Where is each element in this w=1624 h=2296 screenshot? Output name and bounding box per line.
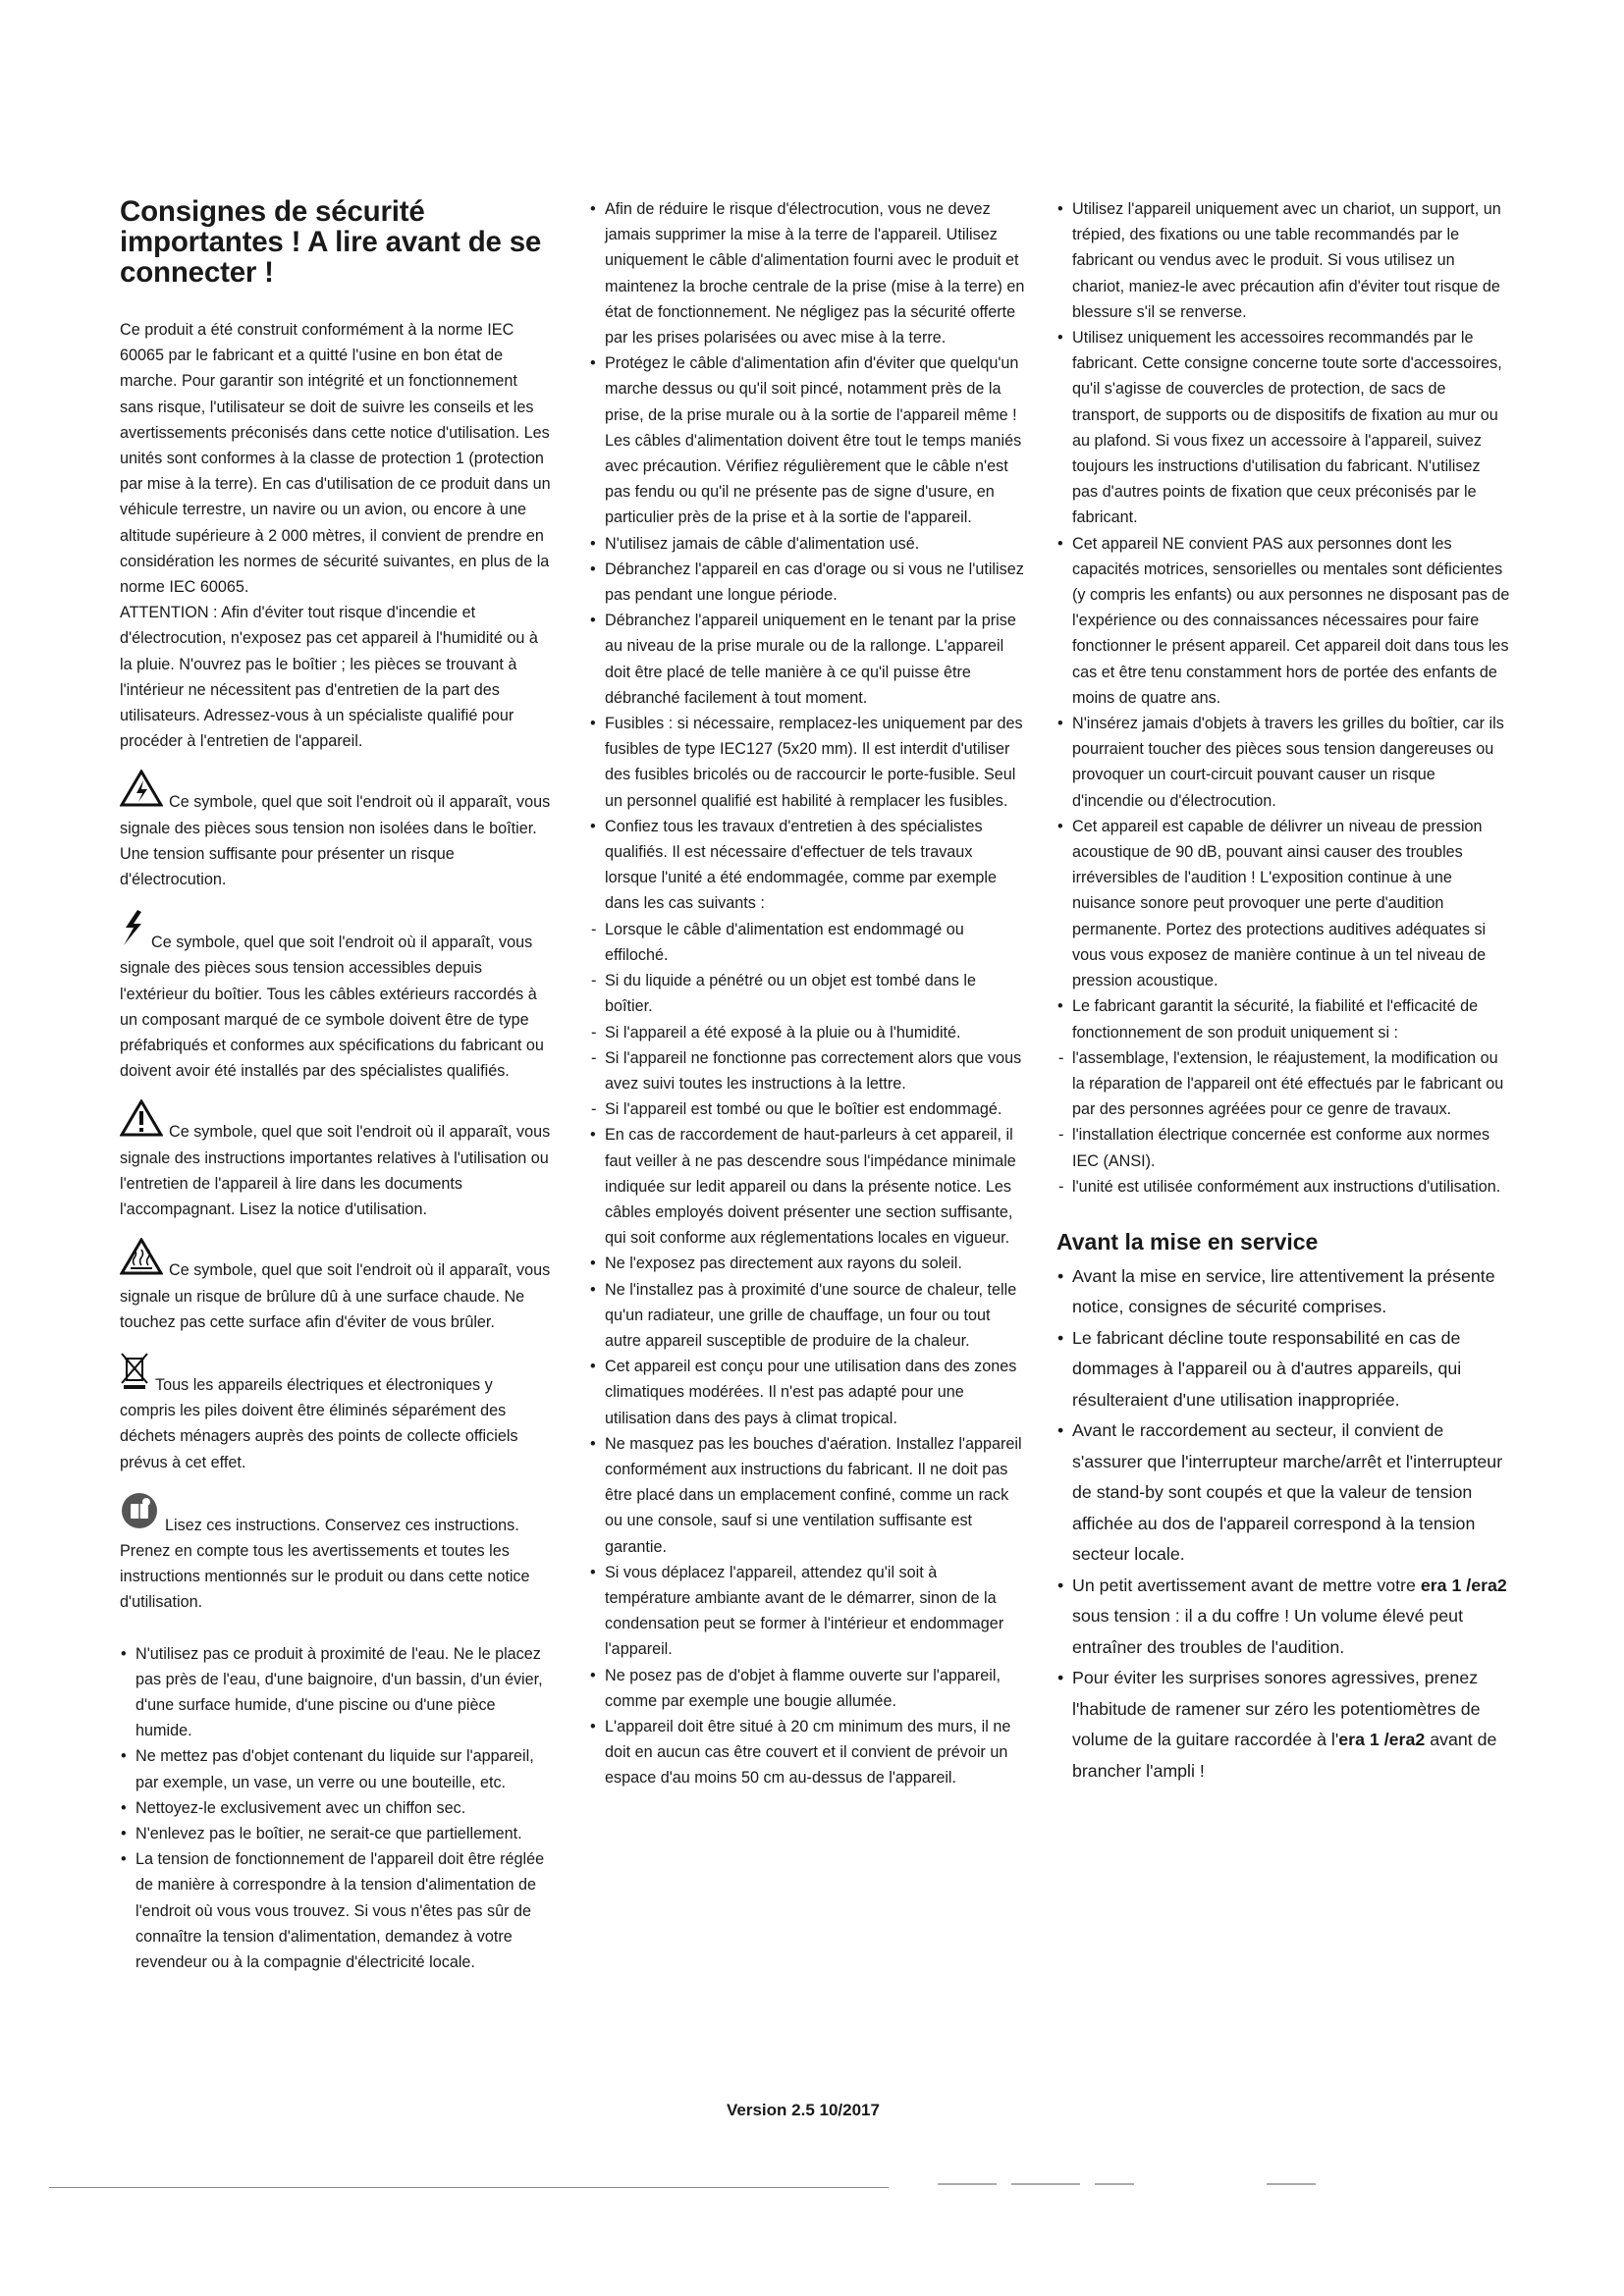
warn-text-pre: Un petit avertissement avant de mettre votre	[1072, 1575, 1416, 1595]
symbol-text: Ce symbole, quel que soit l'endroit où il apparaît, vous signale des instructions importantes relatives à l'utilisation ou l'entretien de l'appareil à lire dans les documents l'accompagnant. Lisez la notice d'utilisation.	[120, 1123, 551, 1219]
list-item: • Débranchez l'appareil uniquement en le tenant par la prise au niveau de la prise murale ou de la rallonge. L'appareil doit être placé de telle manière à ce qu'il puisse être débranché facilement à tout moment.	[589, 608, 1025, 711]
list-subitem: - l'assemblage, l'extension, le réajustement, la modification ou la réparation de l'appareil ont été effectués par le fabricant ou par des personnes agréées pour ce genre de travaux.	[1056, 1045, 1510, 1123]
warn-text-post: sous tension : il a du coffre ! Un volume élevé peut entraîner des troubles de l'audition.	[1072, 1606, 1464, 1657]
symbol-exclamation-block	[120, 1099, 552, 1222]
symbol-manual-block	[120, 1491, 552, 1616]
list-item: • Ne mettez pas d'objet contenant du liquide sur l'appareil, par exemple, un vase, un verre ou une bouteille, etc.	[120, 1743, 552, 1794]
version-label: Version 2.5 10/2017	[727, 2101, 880, 2119]
list-item: • N'insérez jamais d'objets à travers les grilles du boîtier, car ils pourraient toucher des pièces sous tension dangereuses ou provoquer un court-circuit pouvant causer un risque d'incendie ou d'électrocution.	[1056, 711, 1510, 814]
exclamation-warning-icon	[120, 1099, 163, 1145]
list-item: • N'utilisez pas ce produit à proximité de l'eau. Ne le placez pas près de l'eau, d'une baignoire, d'un bassin, d'un évier, d'une surface humide, d'une piscine ou d'une pièce humide.	[120, 1641, 552, 1744]
list-subitem: - Si l'appareil est tombé ou que le boîtier est endommagé.	[589, 1096, 1025, 1122]
footer-divider	[49, 2187, 889, 2188]
shock-warning-icon	[120, 770, 163, 815]
section-heading: Avant la mise en service	[1056, 1228, 1319, 1255]
list-item: • Utilisez uniquement les accessoires recommandés par le fabricant. Cette consigne concerne toute sorte d'accessoires, qu'il s'agisse de couvercles de protection, de sacs de transport, de supports ou de dispositifs de fixation au mur ou au plafond. Si vous fixez un accessoire à l'appareil, suivez toujours les instructions d'utilisation du fabricant. N'utilisez pas d'autres points de fixation que ceux préconisés par le fabricant.	[1056, 325, 1510, 531]
symbol-shock-block	[120, 770, 552, 892]
list-item: • N'enlevez pas le boîtier, ne serait-ce que partiellement.	[120, 1821, 552, 1846]
symbol-lightning-block	[120, 908, 552, 1084]
list-item: • Ne l'exposez pas directement aux rayons du soleil.	[589, 1251, 1025, 1276]
hot-surface-icon	[120, 1238, 163, 1283]
col1-bullet-list	[120, 1641, 552, 1976]
list-item: • Débranchez l'appareil en cas d'orage ou si vous ne l'utilisez pas pendant une longue période.	[589, 557, 1025, 608]
brand-name: era 1 /era2	[1420, 1575, 1507, 1595]
list-item: • Avant la mise en service, lire attentivement la présente notice, consignes de sécurité comprises.	[1056, 1261, 1510, 1323]
list-subitem: - Si l'appareil ne fonctionne pas correctement alors que vous avez suivi toutes les instructions à la lettre.	[589, 1045, 1025, 1096]
column-middle	[589, 196, 1025, 1791]
col2-bullet-list	[589, 196, 1025, 1791]
list-subitem: - l'installation électrique concernée est conforme aux normes IEC (ANSI).	[1056, 1122, 1510, 1173]
list-item: • Ne l'installez pas à proximité d'une source de chaleur, telle qu'un radiateur, une grille de chauffage, un four ou tout autre appareil susceptible de produire de la chaleur.	[589, 1277, 1025, 1355]
footer-dash-mark	[1267, 2183, 1316, 2185]
brand-name: era 1 /era2	[1338, 1730, 1426, 1750]
symbol-text: Tous les appareils électriques et électroniques y compris les piles doivent être éliminés séparément des déchets ménagers auprès des points de collecte officiels prévus à cet effet.	[120, 1375, 518, 1471]
symbol-weee-block	[120, 1351, 552, 1475]
lightning-icon	[120, 908, 145, 955]
section-bullet-list	[1056, 1261, 1510, 1788]
symbol-text: Ce symbole, quel que soit l'endroit où il apparaît, vous signale des pièces sous tension accessibles depuis l'extérieur du boîtier. Tous les câbles extérieurs raccordés à un composant marqué de ce symbole doivent être de type préfabriqués et conformes aux spécifications du fabricant ou doivent avoir été installés par des spécialistes qualifiés.	[120, 934, 544, 1081]
intro-paragraph: Ce produit a été construit conformément à la norme IEC 60065 par le fabricant et a quitté l'usine en bon état de marche. Pour garantir son intégrité et un fonctionnement sans risque, l'utilisateur se doit de suivre les conseils et les avertissements préconisés dans cette notice d'utilisation. Les unités sont conformes à la classe de protection 1 (protection par mise à la terre). En cas d'utilisation de ce produit dans un véhicule terrestre, un navire ou un avion, ou encore à une altitude supérieure à 2 000 mètres, il convient de prendre en considération les normes de sécurité suivantes, en plus de la norme IEC 60065.	[120, 321, 551, 597]
list-item: • Nettoyez-le exclusivement avec un chiffon sec.	[120, 1795, 552, 1821]
tip-text-post: avant de brancher l'ampli !	[1072, 1730, 1497, 1781]
list-subitem: - Si du liquide a pénétré ou un objet est tombé dans le boîtier.	[589, 968, 1025, 1019]
column-left	[120, 196, 552, 1975]
list-subitem: - Lorsque le câble d'alimentation est endommagé ou effiloché.	[589, 917, 1025, 968]
list-item: • Le fabricant garantit la sécurité, la fiabilité et l'efficacité de fonctionnement de son produit uniquement si :	[1056, 993, 1510, 1044]
attention-paragraph: ATTENTION : Afin d'éviter tout risque d'incendie et d'électrocution, n'exposez pas cet appareil à l'humidité ou à la pluie. N'ouvrez pas le boîtier ; les pièces se trouvant à l'intérieur ne nécessitent pas d'entretien de la part des utilisateurs. Adressez-vous à un spécialiste qualifié pour procéder à l'entretien de l'appareil.	[120, 604, 538, 751]
col3-bullet-list	[1056, 196, 1510, 1200]
footer-dash-mark	[938, 2183, 997, 2185]
page-title: Consignes de sécurité importantes ! A lire avant de se connecter !	[120, 195, 542, 289]
symbol-hot-block	[120, 1238, 552, 1335]
list-item: • La tension de fonctionnement de l'appareil doit être réglée de manière à correspondre à la tension d'alimentation de l'endroit où vous vous trouvez. Si vous n'êtes pas sûr de connaître la tension d'alimentation, demandez à votre revendeur ou à la compagnie d'électricité locale.	[120, 1846, 552, 1975]
column-right	[1056, 196, 1510, 1787]
footer-dash-mark	[1011, 2183, 1080, 2185]
list-item: • Utilisez l'appareil uniquement avec un chariot, un support, un trépied, des fixations ou une table recommandés par le fabricant ou vendus avec le produit. Si vous utilisez un chariot, maniez-le avec précaution afin d'éviter tout risque de blessure s'il se renverse.	[1056, 196, 1510, 325]
list-item: • Cet appareil est capable de délivrer un niveau de pression acoustique de 90 dB, pouvant ainsi causer des troubles irréversibles de l'audition ! L'exposition continue à une nuisance sonore peut provoquer une perte d'audition permanente. Portez des protections auditives adéquates si vous vous exposez de manière continue à un tel niveau de pression acoustique.	[1056, 814, 1510, 993]
read-manual-icon	[120, 1491, 159, 1538]
tip-text-pre: Pour éviter les surprises sonores agressives, prenez l'habitude de ramener sur zéro les potentiomètres de volume de la guitare raccordée à l'	[1072, 1668, 1481, 1750]
list-subitem: - l'unité est utilisée conformément aux instructions d'utilisation.	[1056, 1174, 1510, 1200]
list-subitem: - Si l'appareil a été exposé à la pluie ou à l'humidité.	[589, 1020, 1025, 1045]
list-item: • Protégez le câble d'alimentation afin d'éviter que quelqu'un marche dessus ou qu'il soit pincé, notamment près de la prise, de la prise murale ou à la sortie de l'appareil même ! Les câbles d'alimentation doivent être tout le temps maniés avec précaution. Vérifiez régulièrement que le câble n'est pas fendu ou qu'il ne présente pas de signe d'usure, en particulier près de la prise et à la sortie de l'appareil.	[589, 350, 1025, 530]
footer-dash-mark	[1095, 2183, 1134, 2185]
list-item: • Fusibles : si nécessaire, remplacez-les uniquement par des fusibles de type IEC127 (5x20 mm). Il est interdit d'utiliser des fusibles bricolés ou de raccourcir le porte-fusible. Seul un personnel qualifié est habilité à remplacer les fusibles.	[589, 711, 1025, 814]
symbol-text: Ce symbole, quel que soit l'endroit où il apparaît, vous signale un risque de brûlure dû à une surface chaude. Ne touchez pas cette surface afin d'éviter de vous brûler.	[120, 1261, 551, 1331]
list-item: • Afin de réduire le risque d'électrocution, vous ne devez jamais supprimer la mise à la terre de l'appareil. Utilisez uniquement le câble d'alimentation fourni avec le produit et maintenez la broche centrale de la prise (mise à la terre) en état de fonctionnement. Ne négligez pas la sécurité offerte par les prises polarisées ou avec mise à la terre.	[589, 196, 1025, 350]
list-item: • Cet appareil NE convient PAS aux personnes dont les capacités motrices, sensorielles ou mentales sont déficientes (y compris les enfants) ou aux personnes ne disposant pas de l'expérience ou des connaissances nécessaires pour faire fonctionner le présent appareil. Cet appareil doit dans tous les cas et être tenu constamment hors de portée des enfants de moins de quatre ans.	[1056, 531, 1510, 711]
symbol-text: Lisez ces instructions. Conservez ces instructions. Prenez en compte tous les avertissements et toutes les instructions mentionnés sur le produit ou dans cette notice d'utilisation.	[120, 1516, 530, 1612]
list-item: • Ne masquez pas les bouches d'aération. Installez l'appareil conformément aux instructions du fabricant. Il ne doit pas être placé dans un emplacement confiné, comme un rack ou une console, sauf si une ventilation suffisante est garantie.	[589, 1431, 1025, 1560]
list-item: • L'appareil doit être situé à 20 cm minimum des murs, il ne doit en aucun cas être couvert et il convient de prévoir un espace d'au moins 50 cm au-dessus de l'appareil.	[589, 1714, 1025, 1791]
list-item: • Confiez tous les travaux d'entretien à des spécialistes qualifiés. Il est nécessaire d'effectuer de tels travaux lorsque l'unité a été endommagée, comme par exemple dans les cas suivants :	[589, 814, 1025, 917]
weee-bin-icon	[120, 1351, 149, 1398]
list-item-tip	[1056, 1663, 1510, 1787]
list-item: • Le fabricant décline toute responsabilité en cas de dommages à l'appareil ou à d'autres appareils, qui résulteraient d'une utilisation inappropriée.	[1056, 1323, 1510, 1416]
list-item: • Avant le raccordement au secteur, il convient de s'assurer que l'interrupteur marche/arrêt et l'interrupteur de stand-by sont coupés et que la valeur de tension affichée au dos de l'appareil correspond à la tension secteur locale.	[1056, 1415, 1510, 1571]
list-item-warning	[1056, 1571, 1510, 1664]
list-item: • Ne posez pas de d'objet à flamme ouverte sur l'appareil, comme par exemple une bougie allumée.	[589, 1663, 1025, 1714]
list-item: • En cas de raccordement de haut-parleurs à cet appareil, il faut veiller à ne pas descendre sous l'impédance minimale indiquée sur ledit appareil ou dans la présente notice. Les câbles employés doivent présenter une section suffisante, qui soit conforme aux réglementations locales en vigueur.	[589, 1122, 1025, 1251]
list-item: • Si vous déplacez l'appareil, attendez qu'il soit à température ambiante avant de le démarrer, sinon de la condensation peut se former à l'intérieur et endommager l'appareil.	[589, 1560, 1025, 1663]
symbol-text: Ce symbole, quel que soit l'endroit où il apparaît, vous signale des pièces sous tension non isolées dans le boîtier. Une tension suffisante pour présenter un risque d'électrocution.	[120, 793, 551, 889]
list-item: • N'utilisez jamais de câble d'alimentation usé.	[589, 531, 1025, 557]
list-item: • Cet appareil est conçu pour une utilisation dans des zones climatiques modérées. Il n'est pas adapté pour une utilisation dans des pays à climat tropical.	[589, 1354, 1025, 1431]
